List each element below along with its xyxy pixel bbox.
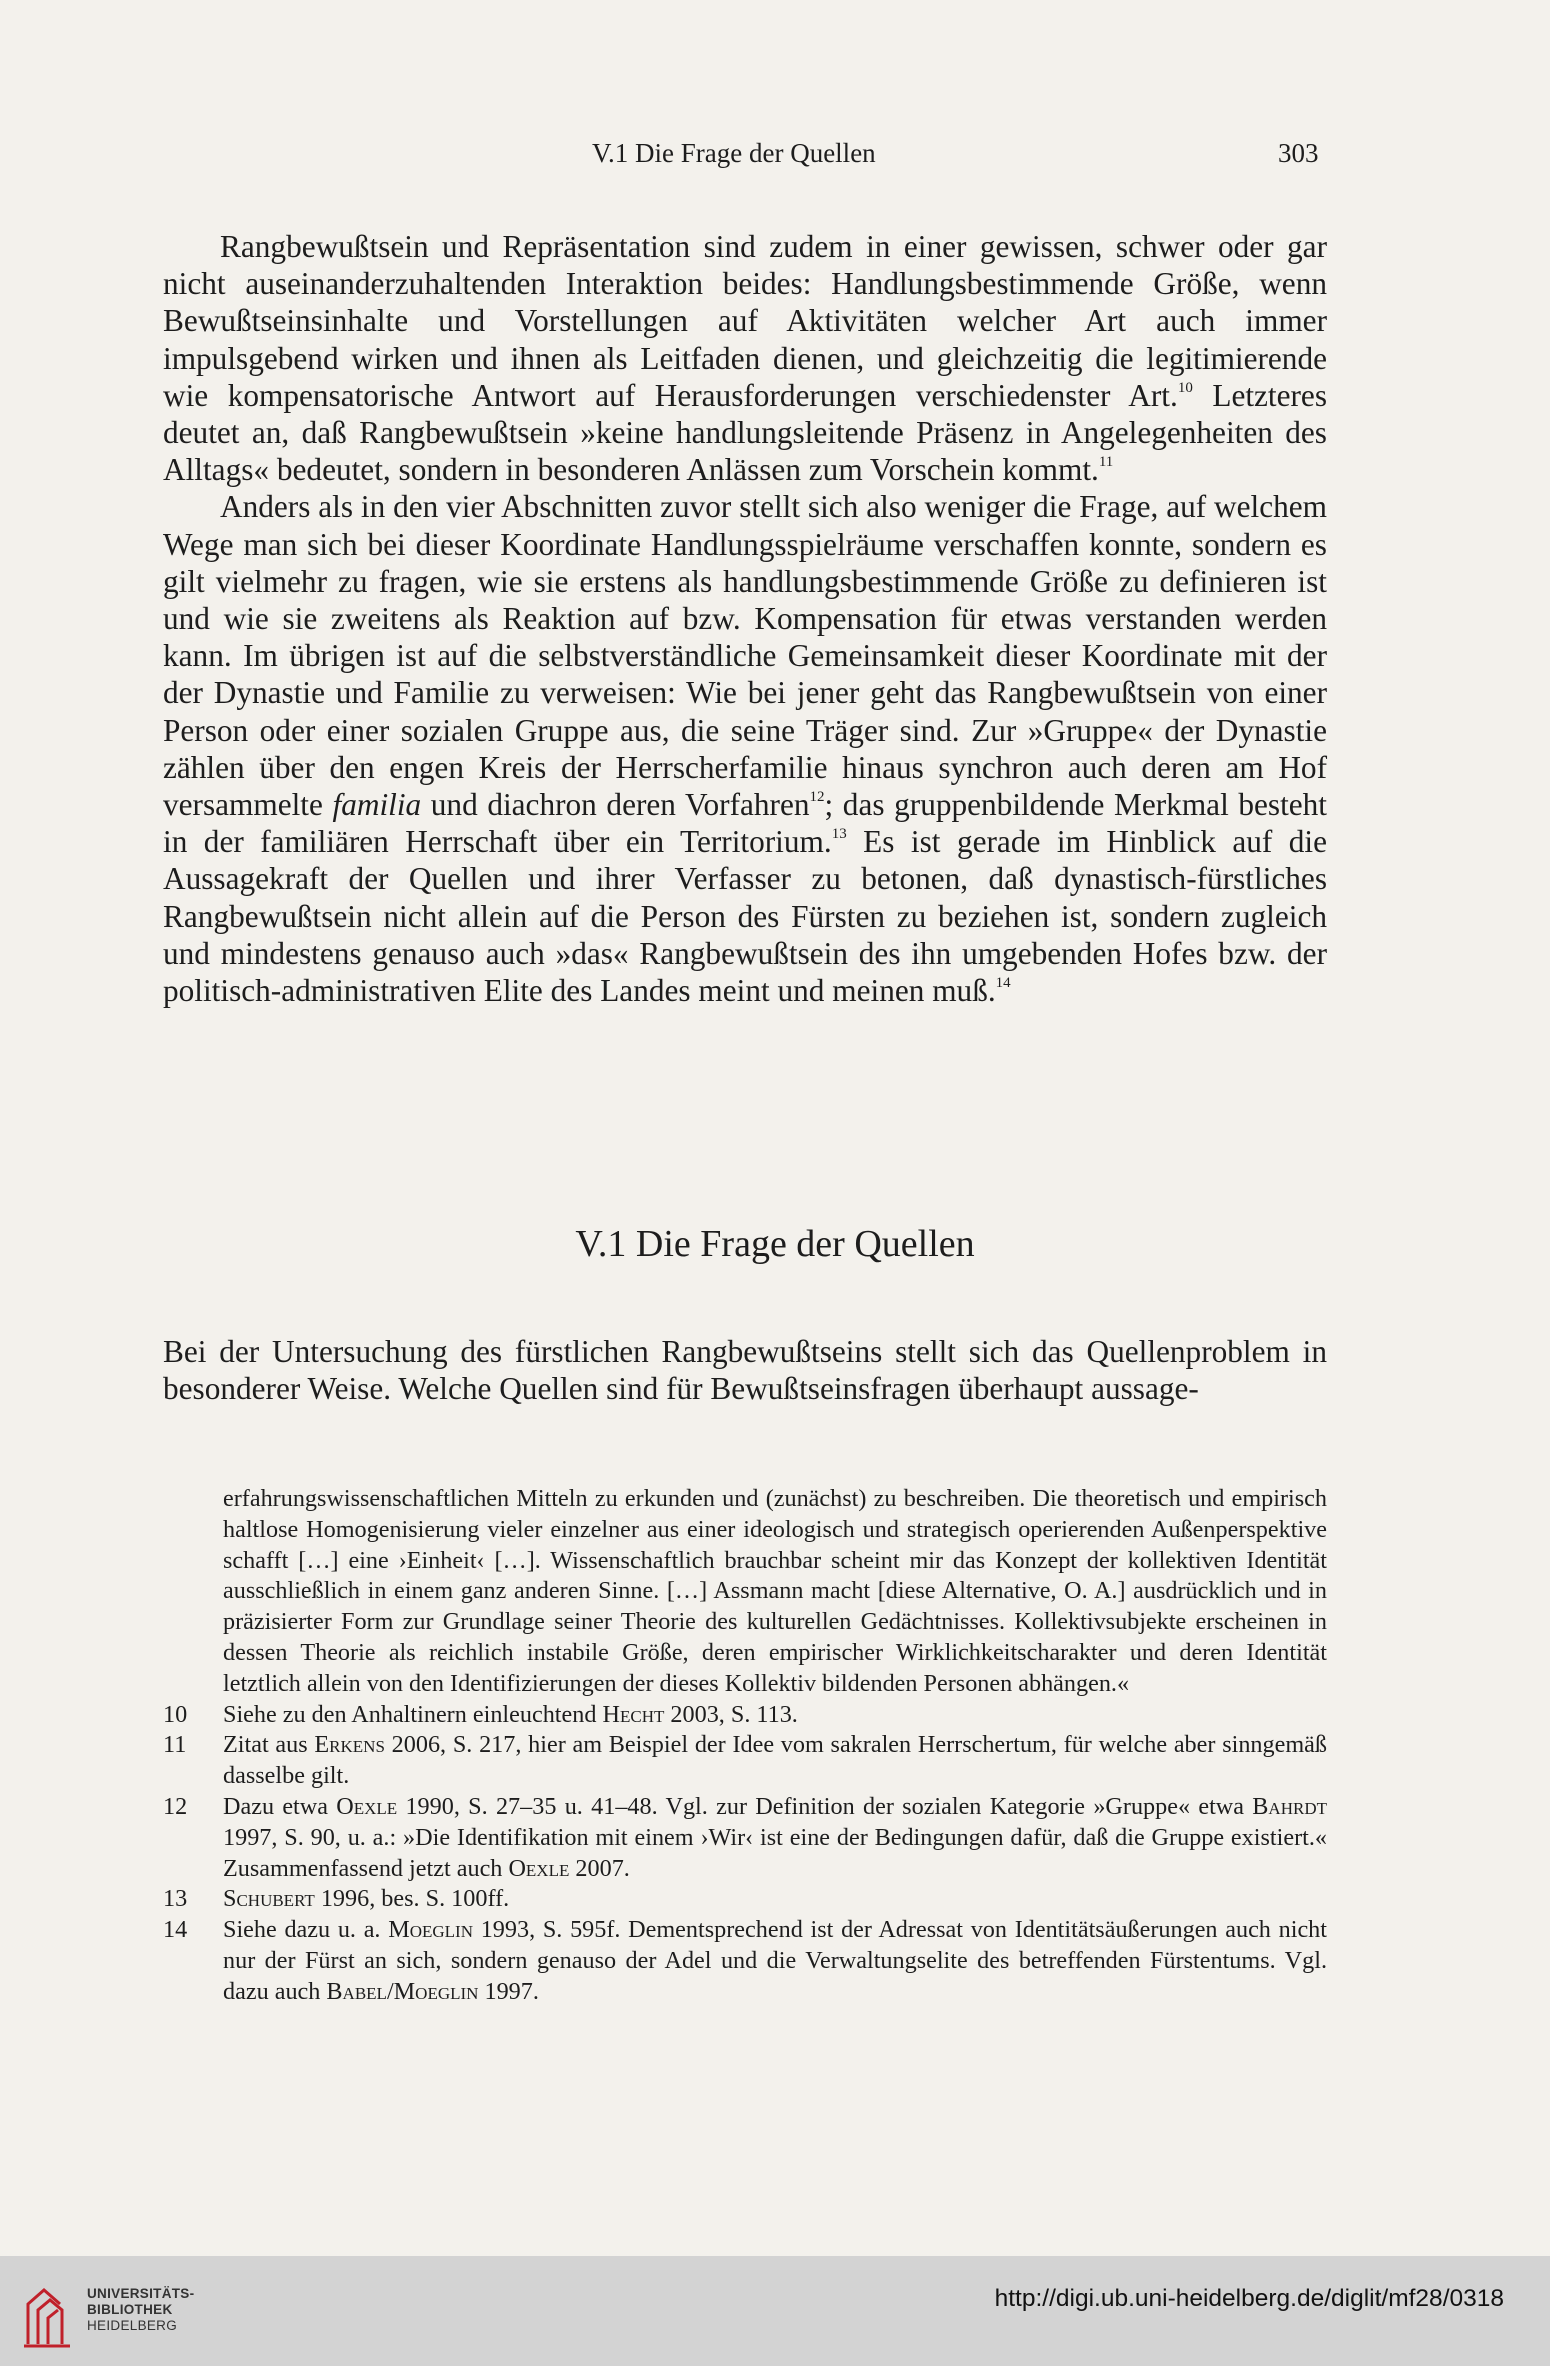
body-text-run: Letzteres deutet an, daß Rangbewußtsein »keine handlungsleitende Präsenz in Angelegenheiten des Alltags« bedeutet, sondern in besonderen Anlässen zum Vorschein kommt. <box>163 377 1327 488</box>
footnote-text: Siehe zu den Anhaltinern einleuchtend <box>223 1700 603 1728</box>
section-text <box>163 1333 1327 1407</box>
footnote-text: 2007. <box>569 1854 630 1882</box>
footnote-text: Dazu etwa <box>223 1792 337 1820</box>
footnote-text: Siehe dazu u. a. <box>223 1916 389 1944</box>
body-text-run: und diachron deren Vorfahren <box>421 787 810 823</box>
footnote-text: 1997, S. 90, u. a.: »Die Identifikation mit einem ›Wir‹ ist eine der Bedingungen dafür, daß die Gruppe existiert.« Zusammenfassend jetzt auch <box>223 1823 1327 1882</box>
section-paragraph: Bei der Untersuchung des fürstlichen Rangbewußtseins stellt sich das Quellenproblem in besonderer Weise. Welche Quellen sind für Bewußtseinsfragen überhaupt aussage- <box>163 1334 1327 1407</box>
footnote-10 <box>163 1700 1327 1731</box>
library-name <box>87 2286 194 2334</box>
footnotes <box>163 1484 1327 2008</box>
footnote-text: 2006, S. 217, hier am Beispiel der Idee vom sakralen Herrschertum, für welche aber sinngemäß dasselbe gilt. <box>223 1731 1327 1790</box>
footnote-ref-14: 14 <box>995 975 1011 992</box>
author-name: Schubert <box>223 1885 315 1913</box>
footnote-text: Zitat aus <box>223 1731 315 1759</box>
author-name: Erkens <box>314 1731 385 1759</box>
author-name: Oexle <box>508 1854 570 1882</box>
footnote-number: 14 <box>163 1916 188 1944</box>
footnote-ref-13: 13 <box>831 826 847 843</box>
footnote-number: 12 <box>163 1792 188 1820</box>
footnote-13 <box>163 1884 1327 1915</box>
ub-heidelberg-logo-icon <box>20 2274 80 2350</box>
page-number: 303 <box>1278 138 1319 168</box>
footnote-text: 1993, S. 595f. Dementsprechend ist der Adressat von Identitätsäußerungen auch nicht nur der Fürst an sich, sondern genauso der Adel und die Verwaltungselite des betreffenden Fürstentums. Vgl. dazu auch <box>223 1916 1327 2005</box>
body-paragraph-1 <box>163 228 1327 488</box>
body-text-run: Rangbewußtsein und Repräsentation sind zudem in einer gewissen, schwer oder gar nicht auseinanderzuhaltenden Interaktion beides: Handlungsbestimmende Größe, wenn Bewußtseinsinhalte und Vorstellungen auf Aktivitäten welcher Art auch immer impulsgebend wirken und ihnen als Leitfaden dienen, und gleichzeitig die legitimierende wie kompensatorische Antwort auf Herausforderungen verschiedenster Art. <box>163 229 1327 413</box>
footnote-ref-12: 12 <box>809 789 825 806</box>
footnote-14 <box>163 1915 1327 2007</box>
footnote-number: 13 <box>163 1885 188 1913</box>
footnote-number: 11 <box>163 1731 187 1759</box>
author-name: Bahrdt <box>1252 1792 1327 1820</box>
body-paragraph-2 <box>163 488 1327 1009</box>
footnote-11 <box>163 1730 1327 1792</box>
author-name: Hecht <box>602 1700 665 1728</box>
author-name: Babel/Moeglin <box>326 1977 479 2005</box>
body-text-run: Es ist gerade im Hinblick auf die Aussagekraft der Quellen und ihrer Verfasser zu betonen, daß dynastisch-fürstliches Rangbewußtsein nicht allein auf die Person des Fürsten zu beziehen ist, sondern zugleich und mindestens genauso auch »das« Rangbewußtsein des ihn umgebenden Hofes bzw. der politisch-administrativen Elite des Landes meint und meinen muß. <box>163 824 1327 1009</box>
section-heading: V.1 Die Frage der Quellen <box>575 1223 975 1265</box>
footnote-number: 10 <box>163 1700 188 1728</box>
library-name-line: HEIDELBERG <box>87 2318 178 2333</box>
footnote-12 <box>163 1792 1327 1884</box>
footnote-ref-10: 10 <box>1177 379 1193 396</box>
running-title: V.1 Die Frage der Quellen <box>592 138 876 168</box>
footnote-text: 1990, S. 27–35 u. 41–48. Vgl. zur Definition der sozialen Kategorie »Gruppe« etwa <box>397 1792 1253 1820</box>
footnote-ref-11: 11 <box>1098 454 1114 471</box>
body-text <box>163 228 1327 1009</box>
library-logo[interactable] <box>20 2274 240 2354</box>
body-text-run: Anders als in den vier Abschnitten zuvor stellt sich also weniger die Frage, auf welchem Wege man sich bei dieser Koordinate Handlungsspielräume verschaffen konnte, sondern es gilt vielmehr zu fragen, wie sie erstens als handlungsbestimmende Größe zu definieren ist und wie sie zweitens als Reaktion auf bzw. Kompensation für etwas verstanden werden kann. Im übrigen ist auf die selbstverständliche Gemeinsamkeit dieser Koordinate mit der der Dynastie und Familie zu verweisen: Wie bei jener geht das Rangbewußtsein von einer Person oder einer sozialen Gruppe aus, die seine Träger sind. Zur »Gruppe« der Dynastie zählen über den engen Kreis der Herrscherfamilie hinaus synchron auch deren am Hof versammelte <box>163 489 1327 823</box>
footnote-continuation: erfahrungswissenschaftlichen Mitteln zu erkunden und (zunächst) zu beschreiben. Die theoretisch und empirisch haltlose Homogenisierung vieler einzelner aus einer ideologisch und strategisch operierenden Außenperspektive schafft […] eine ›Einheit‹ […]. Wissenschaftlich brauchbar scheint mir das Konzept der kollektiven Identität ausschließlich in einem ganz anderen Sinne. […] Assmann macht [diese Alternative, O. A.] ausdrücklich und in präzisierter Form zur Grundlage seiner Theorie des kulturellen Gedächtnisses. Kollektivsubjekte erscheinen in dessen Theorie als reichlich instabile Größe, deren empirischer Wirklichkeitscharakter und deren Identität letztlich allein von den Identifizierungen der dieses Kollektiv bildenden Personen abhängen.« <box>223 1485 1327 1697</box>
permalink-url[interactable]: http://digi.ub.uni-heidelberg.de/diglit/mf28/0318 <box>994 2285 1504 2312</box>
body-text-run: ; das gruppenbildende Merkmal besteht in der familiären Herrschaft über ein Territorium. <box>163 787 1328 860</box>
author-name: Oexle <box>336 1792 398 1820</box>
library-name-line: UNIVERSITÄTS- <box>87 2286 195 2301</box>
italic-term: familia <box>332 787 422 823</box>
footnote-text: 1997. <box>478 1977 539 2005</box>
footnote-text: 2003, S. 113. <box>664 1700 798 1728</box>
viewer-footer-bar <box>0 2256 1550 2366</box>
author-name: Moeglin <box>388 1916 473 1944</box>
library-name-line: BIBLIOTHEK <box>87 2302 173 2317</box>
footnote-text: 1996, bes. S. 100ff. <box>314 1885 510 1913</box>
